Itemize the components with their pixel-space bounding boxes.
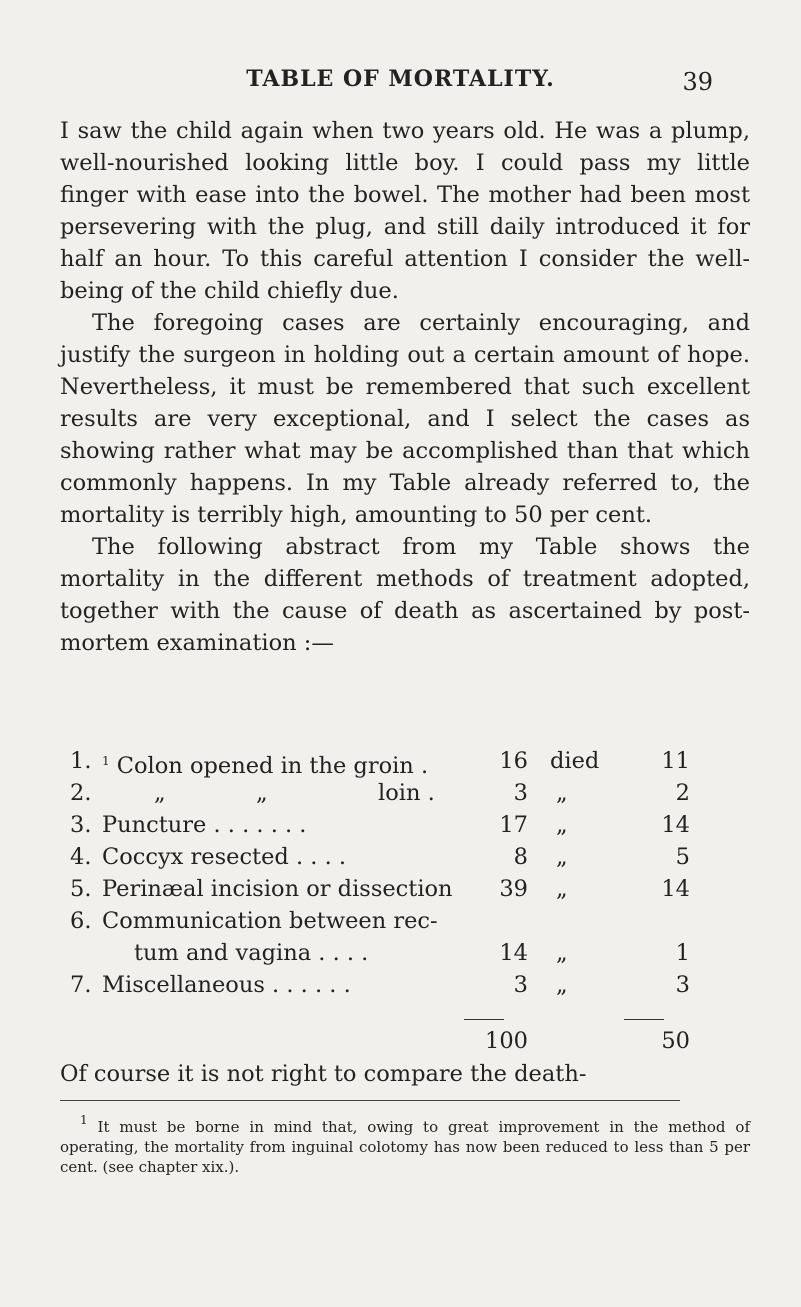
table-row [60,809,750,841]
mortality-table [60,745,750,1059]
row-deaths: 11 [661,748,690,774]
row-label: Puncture . . . . . . . [102,812,307,838]
row-number: 2. [70,780,92,806]
row-count: 3 [513,780,528,806]
row-number: 3. [70,812,92,838]
table-row [60,937,750,969]
row-count: 39 [499,876,528,902]
row-label: Miscellaneous . . . . . . [102,972,351,998]
table-row [60,777,750,809]
row-label: Communication between rec- [102,908,438,934]
row-died: „ [556,972,568,998]
total-deaths: 50 [661,1028,690,1054]
row-label: loin . [378,780,435,806]
footnote-mark: 1 [102,754,110,768]
closing-line: Of course it is not right to compare the death- [60,1061,587,1087]
row-deaths: 14 [661,812,690,838]
row-number: 4. [70,844,92,870]
total-count: 100 [485,1028,528,1054]
row-died: „ [556,940,568,966]
totals-row [60,1019,750,1059]
row-died: „ [556,844,568,870]
row-died: „ [556,780,568,806]
row-label: Coccyx resected . . . . [102,844,347,870]
row-count: 3 [513,972,528,998]
ditto-mark: „ [154,780,166,806]
row-died: died [550,748,600,774]
page-header [0,62,801,102]
table-row [60,905,750,937]
row-count: 8 [513,844,528,870]
row-deaths: 14 [661,876,690,902]
footnote-rule [60,1100,680,1101]
row-number: 6. [70,908,92,934]
row-deaths: 1 [675,940,690,966]
paragraph-1: I saw the child again when two years old. He was a plump, well-nourished looking little boy. I could pass my little finger with ease into the bowel. The mother had been most persevering with the plug, and still daily introduced it for half an hour. To this careful attention I consider the well-being of the child chiefly due. [60,118,750,304]
row-number: 1. [70,748,92,774]
row-count: 17 [499,812,528,838]
row-died: „ [556,876,568,902]
row-died: „ [556,812,568,838]
table-row [60,873,750,905]
paragraph-2: The foregoing cases are certainly encouraging, and justify the surgeon in holding out a certain amount of hope. Nevertheless, it must be remembered that such excellent results are very exceptional, and I select the cases as showing rather what may be accomplished than that which commonly happens. In my Table already referred to, the mortality is terribly high, amounting to 50 per cent. [60,310,750,528]
row-deaths: 3 [675,972,690,998]
row-label: tum and vagina . . . . [134,940,369,966]
row-number: 7. [70,972,92,998]
row-label: Perinæal incision or dissection [102,876,453,902]
row-label-text: Colon opened in the groin . [116,753,429,779]
running-title: TABLE OF MORTALITY. [246,66,555,92]
row-count: 14 [499,940,528,966]
row-deaths: 5 [675,844,690,870]
paragraph-3: The following abstract from my Table shows the mortality in the different methods of treatment adopted, together with the cause of death as ascertained by post-mortem examination :— [60,534,750,656]
ditto-mark: „ [256,780,268,806]
table-row [60,841,750,873]
footnote-mark: 1 [80,1113,88,1127]
table-row [60,969,750,1001]
footnote-text: It must be borne in mind that, owing to great improvement in the method of operating, the mortality from inguinal colotomy has now been reduced to less than 5 per cent. (see chapter xix.). [60,1118,750,1176]
footnote [60,1110,750,1177]
row-deaths: 2 [675,780,690,806]
row-count: 16 [499,748,528,774]
table-row [60,745,750,777]
body-text [60,115,750,659]
row-number: 5. [70,876,92,902]
page-number: 39 [682,68,713,96]
